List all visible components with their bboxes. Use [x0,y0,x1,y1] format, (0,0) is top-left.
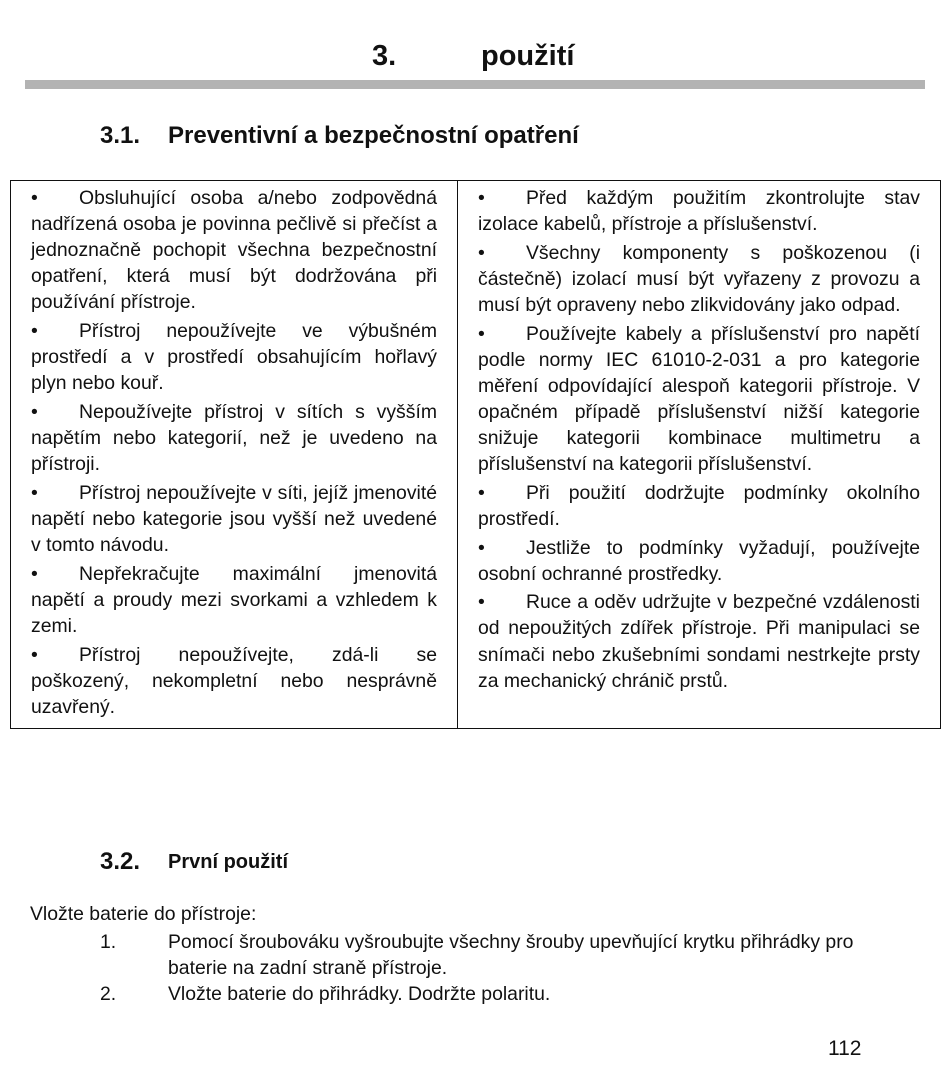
page-number: 112 [828,1037,862,1060]
safety-bullet: • Přístroj nepoužívejte, zdá-li se poškozený, nekompletní nebo nesprávně uzavřený. [31,643,437,718]
step-number: 2. [100,983,117,1005]
safety-table [10,180,941,729]
safety-bullet: • Používejte kabely a příslušenství pro napětí podle normy IEC 61010-2-031 a pro kategorie měření odpovídající alespoň kategorii přístroje. V opačném případě příslušenství nižší kategorie snižuje kategorii kombinace multimetru a příslušenství na kategorii příslušenství. [478,322,920,476]
section-heading-3-2 [100,848,288,876]
safety-bullet: • Obsluhující osoba a/nebo zodpovědná nadřízená osoba je povinna pečlivě si přečíst a jednoznačně pochopit všechna bezpečnostní opatření, která musí být dodržována při používání přístroje. [31,187,437,314]
battery-steps [100,929,860,1007]
battery-intro: Vložte baterie do přístroje: [30,903,257,925]
section-number: 3.1. [100,122,141,149]
safety-bullet: • Při použití dodržujte podmínky okolního prostředí. [478,481,920,530]
chapter-rule [25,80,925,89]
chapter-title: použití [481,40,575,72]
safety-bullet: • Jestliže to podmínky vyžadují, používejte osobní ochranné prostředky. [478,536,920,585]
step-text: Pomocí šroubováku vyšroubujte všechny šrouby upevňující krytku přihrádky pro baterie na zadní straně přístroje. [168,931,854,979]
right-column [458,181,941,729]
safety-bullet: • Nepoužívejte přístroj v sítích s vyšším napětím nebo kategorií, než je uvedeno na přístroji. [31,400,437,476]
safety-bullet: • Všechny komponenty s poškozenou (i částečně) izolací musí být vyřazeny z provozu a musí být opraveny nebo zlikvidovány jako odpad. [478,241,920,316]
chapter-number: 3. [372,40,397,72]
section-title: Preventivní a bezpečnostní opatření [168,122,579,149]
step-item [100,981,860,1007]
left-column [11,181,458,729]
safety-bullet: • Přístroj nepoužívejte v síti, jejíž jmenovité napětí nebo kategorie jsou vyšší než uvedené v tomto návodu. [31,481,437,556]
chapter-heading [0,40,950,76]
safety-bullet: • Ruce a oděv udržujte v bezpečné vzdálenosti od nepoužitých zdířek přístroje. Při manipulaci se snímači nebo zkušebními sondami nestrkejte prsty za mechanický chránič prstů. [478,591,920,692]
step-number: 1. [100,931,117,953]
safety-bullet: • Nepřekračujte maximální jmenovitá napětí a proudy mezi svorkami a vzhledem k zemi. [31,562,437,637]
section-heading-3-1 [100,122,579,150]
safety-bullet: • Přístroj nepoužívejte ve výbušném prostředí a v prostředí obsahujícím hořlavý plyn nebo kouř. [31,320,437,395]
safety-bullet: • Před každým použitím zkontrolujte stav izolace kabelů, přístroje a příslušenství. [478,187,920,236]
section-number: 3.2. [100,848,141,875]
step-item [100,929,860,981]
step-text: Vložte baterie do přihrádky. Dodržte polaritu. [168,983,551,1005]
section-title: První použití [168,851,288,873]
